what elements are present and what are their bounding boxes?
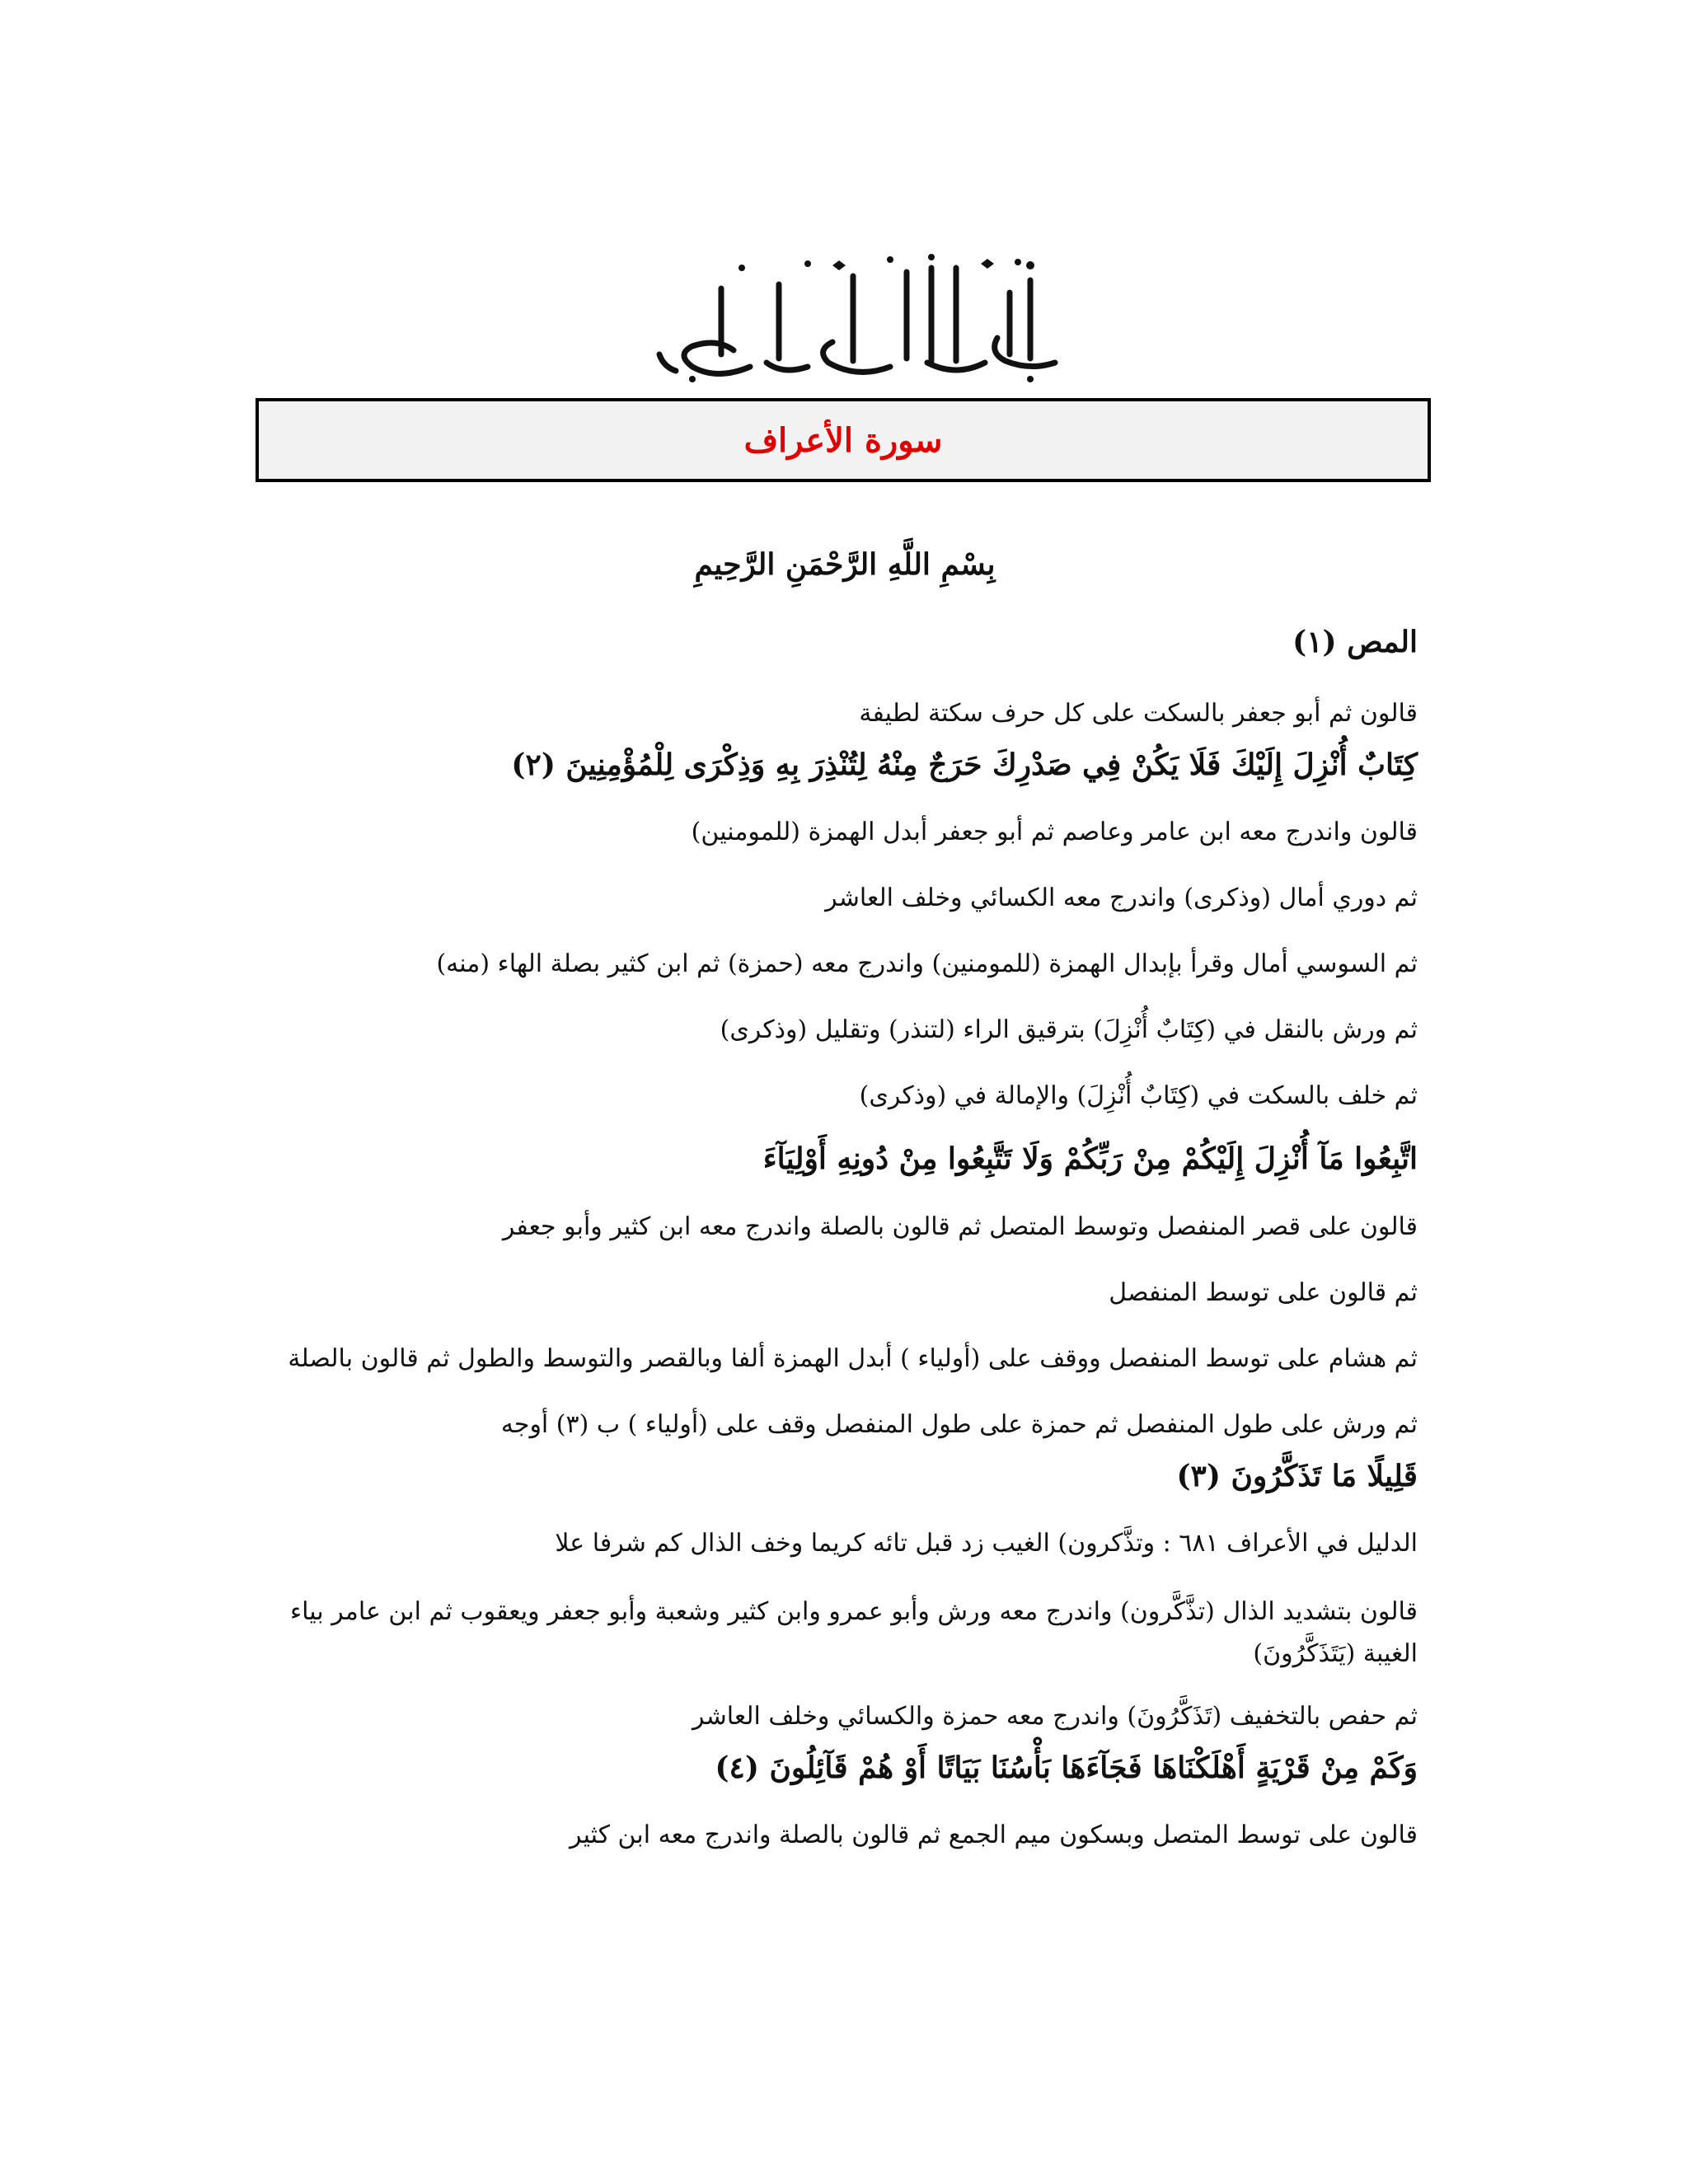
note-line: ثم قالون على توسط المنفصل bbox=[1109, 1277, 1418, 1307]
document-body bbox=[272, 544, 1418, 1853]
note-line: ثم ورش على طول المنفصل ثم حمزة على طول المنفصل وقف على (أولياء ) ب (٣) أوجه bbox=[500, 1409, 1418, 1439]
surah-title-box bbox=[256, 398, 1431, 482]
evidence-line: الدليل في الأعراف ٦٨١ : وتذَّكرون) الغيب زد قبل تائه كريما وخف الذال كم شرفا علا bbox=[555, 1528, 1418, 1558]
note-line: قالون على توسط المتصل وبسكون ميم الجمع ثم قالون بالصلة واندرج معه ابن كثير bbox=[570, 1821, 1418, 1850]
note-line: قالون بتشديد الذال (تذَّكَّرون) واندرج معه ورش وأبو عمرو وابن كثير وشعبة وأبو جعفر ويعقوب ثم ابن عامر بياء الغيبة (يَتَذَكَّرُونَ) bbox=[290, 1596, 1418, 1668]
note-line: ثم السوسي أمال وقرأ بإبدال الهمزة (للمومنين) واندرج معه (حمزة) ثم ابن كثير بصلة الهاء (منه) bbox=[436, 949, 1418, 979]
note-line: ثم ورش بالنقل في (كِتَابٌ أُنْزِلَ) بترقيق الراء (لتنذر) وتقليل (وذكرى) bbox=[720, 1015, 1418, 1045]
basmala-calligraphy-icon bbox=[643, 247, 1071, 387]
note-line: قالون واندرج معه ابن عامر وعاصم ثم أبو جعفر أبدل الهمزة (للمومنين) bbox=[691, 818, 1418, 847]
basmala-line: بِسْمِ اللَّهِ الرَّحْمَنِ الرَّحِيمِ bbox=[694, 547, 996, 582]
note-line: قالون على قصر المنفصل وتوسط المتصل ثم قالون بالصلة واندرج معه ابن كثير وأبو جعفر bbox=[502, 1212, 1418, 1241]
note-line: ثم هشام على توسط المنفصل ووقف على (أولياء ) أبدل الهمزة ألفا وبالقصر والتوسط والطول ثم قالون بالصلة bbox=[288, 1343, 1418, 1373]
note-line: ثم دوري أمال (وذكرى) واندرج معه الكسائي وخلف العاشر bbox=[825, 883, 1418, 913]
verse-2: كِتَابٌ أُنْزِلَ إِلَيْكَ فَلَا يَكُنْ فِي صَدْرِكَ حَرَجٌ مِنْهُ لِتُنْذِرَ بِهِ وَذِكْرَى لِلْمُؤْمِنِينَ (٢) bbox=[511, 747, 1418, 782]
note-line: ثم خلف بالسكت في (كِتَابٌ أُنْزِلَ) والإمالة في (وذكرى) bbox=[859, 1081, 1418, 1111]
surah-title: سورة الأعراف bbox=[743, 420, 943, 460]
note-line: ثم حفص بالتخفيف (تَذَكَّرُونَ) واندرج معه حمزة والكسائي وخلف العاشر bbox=[692, 1701, 1418, 1731]
verse-3-part: اتَّبِعُوا مَآ أُنْزِلَ إِلَيْكُمْ مِنْ رَبِّكُمْ وَلَا تَتَّبِعُوا مِنْ دُونِهِ أَوْلِيَآءَ bbox=[762, 1141, 1418, 1177]
verse-1: المص (١) bbox=[1292, 625, 1418, 660]
verse-4: وَكَمْ مِنْ قَرْيَةٍ أَهْلَكْنَاهَا فَجَآءَهَا بَأْسُنَا بَيَاتًا أَوْ هُمْ قَآئِلُونَ (٤) bbox=[715, 1750, 1418, 1785]
note-line: قالون ثم أبو جعفر بالسكت على كل حرف سكتة لطيفة bbox=[859, 698, 1418, 728]
verse-3-end: قَلِيلًا مَا تَذَكَّرُونَ (٣) bbox=[1176, 1458, 1418, 1493]
